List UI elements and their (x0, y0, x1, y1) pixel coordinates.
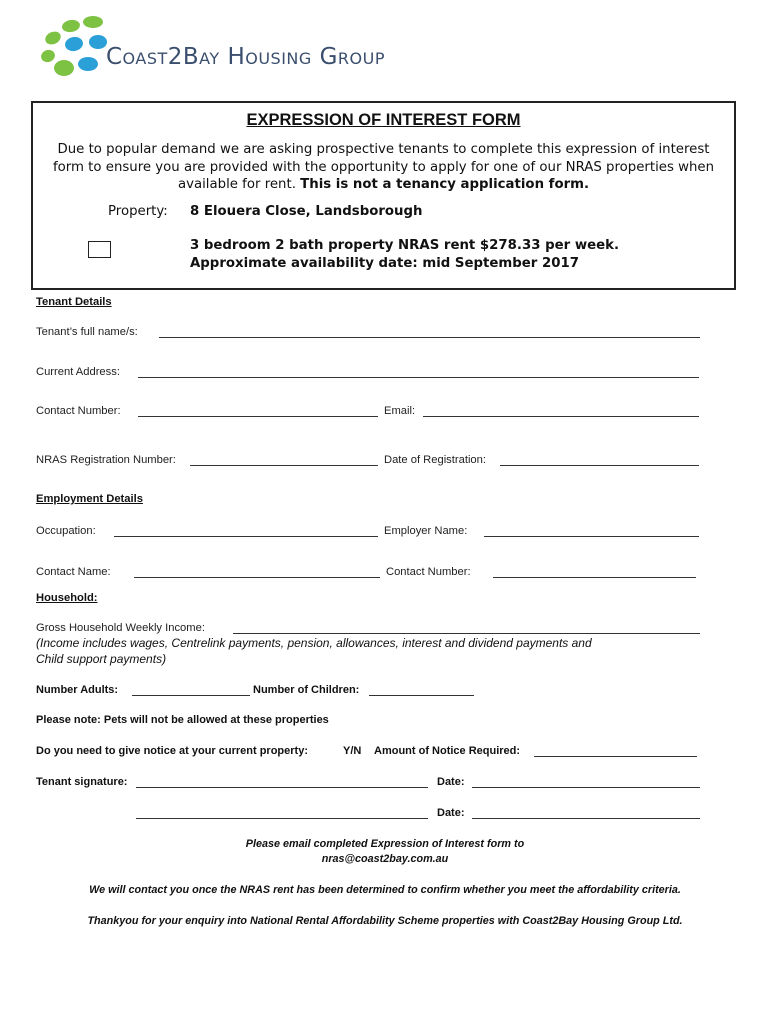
number-adults-label: Number Adults: (36, 684, 119, 696)
current-address-label: Current Address: (36, 366, 120, 378)
tenant-details-heading: Tenant Details (36, 296, 112, 308)
full-name-field[interactable] (159, 337, 700, 338)
signature-date-field-1[interactable] (472, 787, 700, 788)
notice-question: Do you need to give notice at your current property: (36, 745, 308, 757)
employer-name-field[interactable] (484, 536, 699, 537)
property-description (190, 237, 619, 272)
occupation-label: Occupation: (36, 525, 96, 537)
property-rent: 3 bedroom 2 bath property NRAS rent $278.33 per week. (190, 238, 620, 253)
contact-number-label: Contact Number: (36, 405, 121, 417)
current-address-field[interactable] (138, 377, 699, 378)
contact-name-label: Contact Name: (36, 566, 111, 578)
nras-reg-number-label: NRAS Registration Number: (36, 454, 176, 466)
logo-text: Coast2Bay Housing Group (106, 44, 385, 70)
intro-paragraph: Due to popular demand we are asking prospective tenants to complete this expression of interest form to ensure you are provided with the opportunity to apply for one of our NRAS properties when available for rent. (52, 142, 715, 192)
email-instruction: Please email completed Expression of Interest form to (245, 838, 525, 850)
contact-name-field[interactable] (134, 577, 380, 578)
tenant-signature-field-2[interactable] (136, 818, 428, 819)
income-note-line-2: Child support payments) (36, 651, 167, 666)
signature-date-label-1: Date: (437, 776, 465, 788)
income-note (36, 636, 592, 667)
gross-income-field[interactable] (233, 633, 700, 634)
contact-number-field[interactable] (138, 416, 378, 417)
notice-amount-label: Amount of Notice Required: (374, 745, 521, 757)
household-heading: Household: (36, 592, 98, 604)
employer-name-label: Employer Name: (384, 525, 468, 537)
employer-contact-number-field[interactable] (493, 577, 696, 578)
contact-note: We will contact you once the NRAS rent has been determined to confirm whether you meet the affordability criteria. (89, 884, 681, 896)
tenant-signature-field-1[interactable] (136, 787, 428, 788)
property-address: 8 Elouera Close, Landsborough (190, 204, 423, 219)
property-label: Property: (108, 204, 168, 219)
email-label: Email: (384, 405, 416, 417)
nras-reg-number-field[interactable] (190, 465, 378, 466)
signature-date-label-2: Date: (437, 807, 465, 819)
income-note-line-1: (Income includes wages, Centrelink payments, pension, allowances, interest and dividend payments and (36, 636, 592, 650)
date-of-registration-label: Date of Registration: (384, 454, 486, 466)
intro-bold-notice: This is not a tenancy application form. (300, 177, 590, 192)
signature-date-field-2[interactable] (472, 818, 700, 819)
employer-contact-number-label: Contact Number: (386, 566, 471, 578)
thanks-note: Thankyou for your enquiry into National Rental Affordability Scheme properties with Coast2Bay Housing Group Ltd. (87, 915, 683, 927)
full-name-label: Tenant’s full name/s: (36, 326, 138, 338)
logo-dots-icon (34, 12, 114, 84)
notice-yn-option[interactable]: Y/N (343, 745, 362, 757)
occupation-field[interactable] (114, 536, 378, 537)
property-availability: Approximate availability date: mid September 2017 (190, 255, 579, 271)
intro-text (43, 141, 724, 194)
header-box (31, 101, 736, 290)
number-adults-field[interactable] (132, 695, 250, 696)
number-children-field[interactable] (369, 695, 474, 696)
notice-amount-field[interactable] (534, 756, 697, 757)
date-of-registration-field[interactable] (500, 465, 699, 466)
employment-details-heading: Employment Details (36, 493, 143, 505)
pets-note: Please note: Pets will not be allowed at these properties (36, 714, 329, 726)
property-checkbox[interactable] (88, 241, 111, 258)
gross-income-label: Gross Household Weekly Income: (36, 622, 205, 634)
email-field[interactable] (423, 416, 699, 417)
tenant-signature-label: Tenant signature: (36, 776, 128, 788)
form-title: EXPRESSION OF INTEREST FORM (246, 111, 521, 129)
number-children-label: Number of Children: (253, 684, 360, 696)
email-address-link[interactable]: nras@coast2bay.com.au (321, 853, 449, 865)
